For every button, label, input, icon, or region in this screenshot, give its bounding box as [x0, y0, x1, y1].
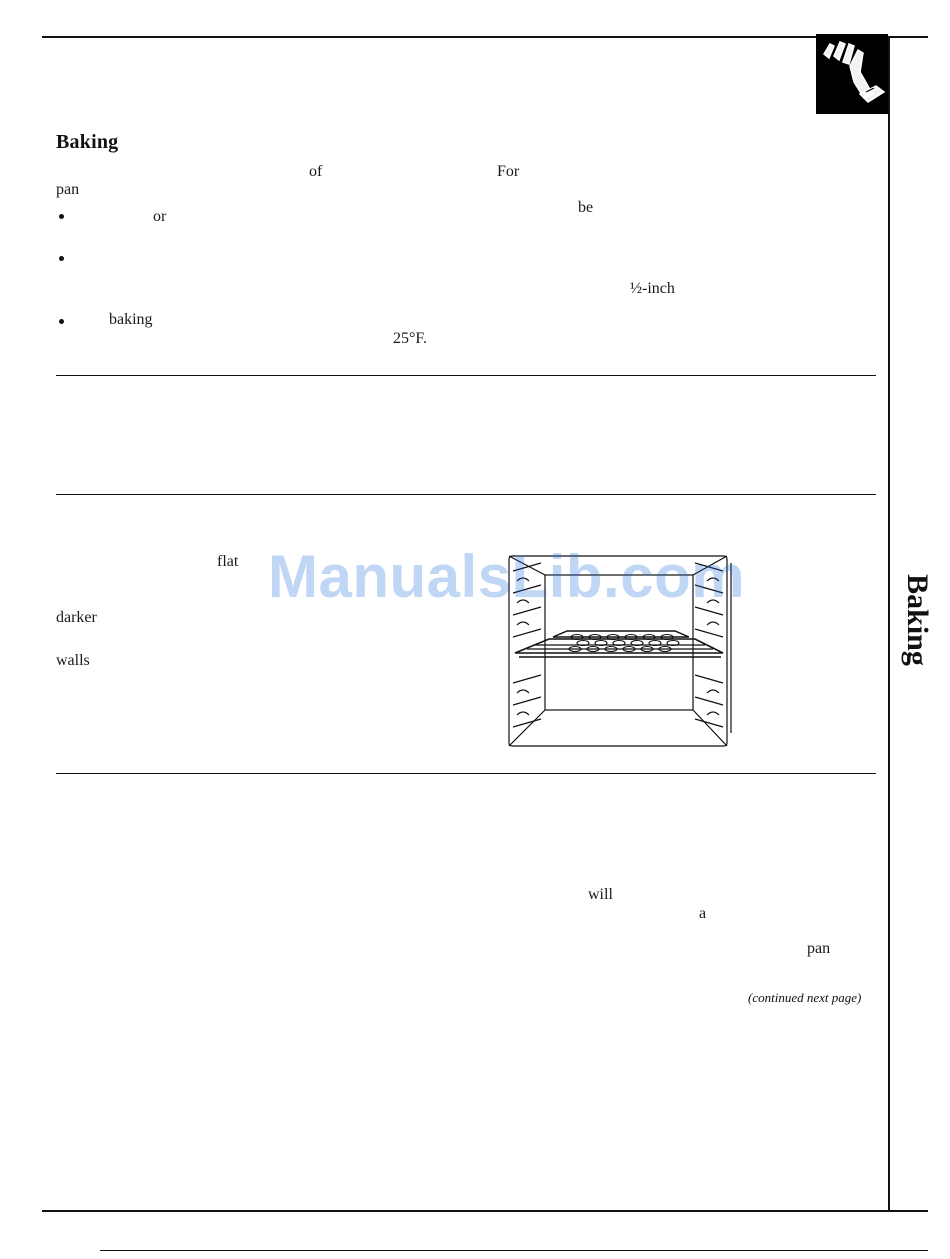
text-fragment: pan: [807, 940, 831, 957]
text-fragment: ½-inch: [630, 280, 675, 297]
text-fragment: For: [497, 163, 520, 180]
section-divider: [56, 773, 876, 774]
text-fragment: will: [588, 886, 613, 903]
right-margin-line: [888, 36, 890, 1212]
bullet: [59, 214, 64, 219]
watermark: ManualsLib.com: [268, 543, 746, 610]
bullet: [59, 319, 64, 324]
text-fragment: walls: [56, 652, 90, 669]
section-divider: [56, 494, 876, 495]
text-fragment: baking: [109, 311, 153, 328]
section-divider: [56, 375, 876, 376]
bullet: [59, 256, 64, 261]
bottom-rule: [42, 1210, 928, 1212]
text-fragment: a: [699, 905, 707, 922]
side-tab-label: Baking: [901, 574, 934, 666]
text-fragment: or: [153, 208, 167, 225]
text-fragment: flat: [217, 553, 239, 570]
text-fragment: 25°F.: [393, 330, 428, 347]
hand-pressing-button-icon: [816, 34, 888, 114]
side-tab: [897, 520, 937, 720]
continued-note: (continued next page): [748, 990, 862, 1005]
text-fragment: pan: [56, 181, 80, 198]
text-fragment: be: [578, 199, 594, 216]
top-rule: [42, 36, 928, 38]
section-heading: Baking: [56, 131, 119, 153]
text-fragment: of: [309, 163, 323, 180]
text-fragment: darker: [56, 609, 97, 626]
footer-rule: [100, 1250, 928, 1251]
